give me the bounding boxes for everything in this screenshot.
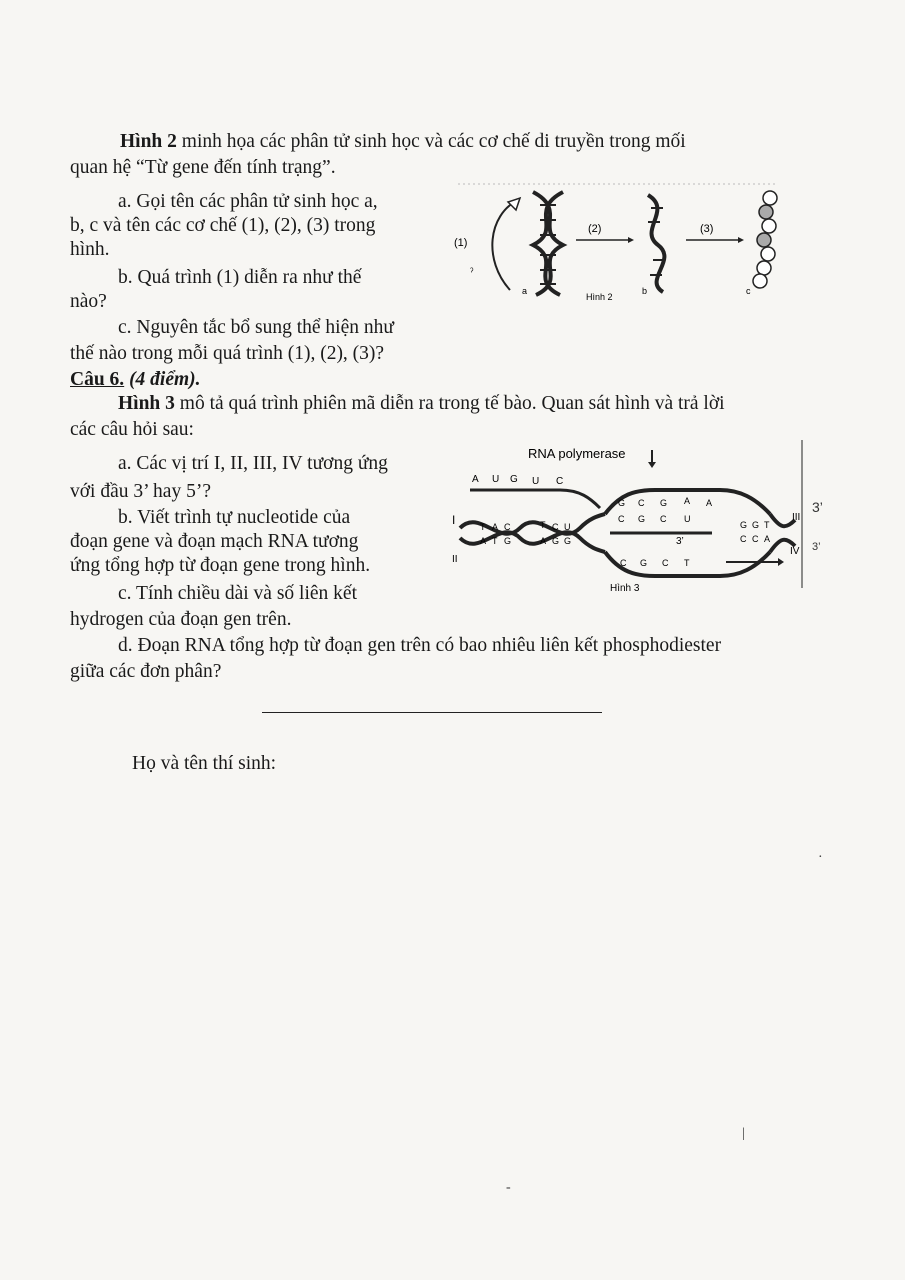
svg-text:G: G: [638, 514, 646, 524]
q6-b-line2: đoạn gene và đoạn mạch RNA tương: [70, 531, 359, 552]
svg-text:A: A: [706, 498, 713, 508]
svg-text:G: G: [660, 498, 668, 508]
fig3-pos-I: I: [452, 513, 456, 527]
svg-text:A: A: [492, 522, 499, 532]
fig3-pos-IV: IV: [790, 546, 800, 557]
q5-c-line1: c. Nguyên tắc bổ sung thể hiện như: [118, 317, 394, 338]
svg-text:A: A: [540, 536, 547, 546]
q6-points: (4 điểm).: [129, 369, 201, 390]
fig3-right-top-bases: [740, 520, 770, 530]
q5-intro-line2: quan hệ “Từ gene đến tính trạng”.: [70, 157, 336, 178]
svg-text:G: G: [640, 558, 648, 568]
fig2-label-2: (2): [588, 223, 602, 235]
fig2-protein-chain-c: [753, 191, 777, 288]
fig3-dna-left: [460, 514, 605, 552]
svg-text:T: T: [540, 520, 546, 530]
fig2-rna-strand-b: [648, 195, 665, 292]
fig2-arrow-head: [508, 198, 520, 210]
fig3-handwritten-note: 3’: [812, 499, 823, 515]
svg-text:A: A: [472, 474, 479, 485]
fig3-pos-III: III: [792, 512, 801, 523]
fig3-handwritten-note-2: 3’: [812, 541, 821, 553]
svg-text:C: C: [620, 558, 627, 568]
q5-a-line1: a. Gọi tên các phân tử sinh học a,: [118, 191, 378, 212]
q5-a-line2: b, c và tên các cơ chế (1), (2), (3) trong: [70, 215, 376, 236]
q5-figure-ref: Hình 2: [120, 131, 177, 152]
svg-text:G: G: [564, 536, 572, 546]
svg-text:G: G: [510, 474, 518, 485]
q5-c-line2: thế nào trong mỗi quá trình (1), (2), (3)?: [70, 343, 385, 364]
fig3-bubble-bottom-bases: [620, 558, 690, 568]
q5-b-line1: b. Quá trình (1) diễn ra như thế: [118, 267, 362, 288]
q6-intro-line2: các câu hỏi sau:: [70, 419, 194, 440]
fig3-pos-II: II: [452, 554, 458, 565]
fig2-label-1: (1): [454, 237, 468, 249]
svg-text:C: C: [660, 514, 667, 524]
q6-d-line1: d. Đoạn RNA tổng hợp từ đoạn gen trên có bao nhiêu liên kết phosphodiester: [118, 635, 722, 656]
svg-text:T: T: [764, 520, 770, 530]
q6-number: Câu 6.: [70, 369, 125, 390]
fig2-replication-arrow: [492, 200, 518, 290]
q6-c-line1: c. Tính chiều dài và số liên kết: [118, 583, 357, 604]
fig3-rna-strand: [470, 490, 600, 508]
figure-2-diagram: [448, 180, 788, 310]
q6-intro: [118, 392, 725, 416]
q5-a-line3: hình.: [70, 239, 110, 260]
svg-text:U: U: [684, 514, 691, 524]
q6-a-line1: a. Các vị trí I, II, III, IV tương ứng: [118, 453, 388, 474]
svg-text:C: C: [618, 514, 625, 524]
fig3-3prime-mark: 3’: [676, 536, 684, 547]
svg-text:T: T: [492, 536, 498, 546]
svg-text:G: G: [740, 520, 748, 530]
q6-b-line3: ứng tổng hợp từ đoạn gene trong hình.: [70, 555, 371, 576]
fig3-bubble-mid-bases: [618, 514, 691, 524]
svg-text:U: U: [492, 474, 500, 485]
svg-text:T: T: [480, 522, 486, 532]
svg-text:A: A: [684, 496, 691, 506]
q6-heading: [70, 368, 201, 392]
svg-text:C: C: [552, 522, 559, 532]
q6-b-line1: b. Viết trình tự nucleotide của: [118, 507, 351, 528]
separator-line: [262, 712, 602, 713]
q5-intro-text: minh họa các phân tử sinh học và các cơ chế di truyền trong mối: [176, 131, 686, 152]
fig3-enzyme-label: RNA polymerase: [528, 446, 626, 461]
q5-b-line2: nào?: [70, 291, 107, 312]
q5-intro: [120, 130, 686, 154]
svg-text:G: G: [752, 520, 760, 530]
svg-text:C: C: [662, 558, 669, 568]
svg-text:ˀ: ˀ: [470, 267, 474, 278]
svg-text:A: A: [480, 536, 487, 546]
q6-a-line2: với đầu 3’ hay 5’?: [70, 481, 211, 502]
svg-text:C: C: [504, 522, 511, 532]
fig2-caption: Hình 2: [586, 292, 613, 302]
fig2-label-3: (3): [700, 223, 714, 235]
candidate-name-label: Họ và tên thí sinh:: [132, 753, 277, 774]
svg-text:G: G: [504, 536, 512, 546]
svg-text:U: U: [564, 522, 571, 532]
svg-text:C: C: [556, 476, 564, 487]
fig2-label-b: b: [642, 286, 648, 296]
svg-text:C: C: [638, 498, 645, 508]
svg-text:G: G: [552, 536, 560, 546]
fig3-rna-bases: [472, 474, 563, 487]
fig3-right-bottom-bases: [740, 534, 770, 544]
svg-text:A: A: [764, 534, 771, 544]
svg-text:T: T: [684, 558, 690, 568]
fig2-label-c: c: [746, 286, 751, 296]
scan-speck: ·: [818, 850, 823, 865]
svg-text:C: C: [752, 534, 759, 544]
svg-text:C: C: [740, 534, 747, 544]
scan-speck: |: [742, 1126, 745, 1141]
fig2-dna-helix-a: [533, 192, 563, 295]
q6-c-line2: hydrogen của đoạn gen trên.: [70, 609, 292, 630]
figure-3-diagram: [440, 438, 860, 598]
q6-figure-ref: Hình 3: [118, 393, 175, 414]
fig3-caption: Hình 3: [610, 583, 640, 594]
fig2-label-a: a: [522, 286, 528, 296]
svg-text:G: G: [618, 498, 626, 508]
q6-d-line2: giữa các đơn phân?: [70, 661, 222, 682]
q6-intro-text: mô tả quá trình phiên mã diễn ra trong tế bào. Quan sát hình và trả lời: [174, 393, 725, 414]
scan-speck: -: [506, 1180, 511, 1195]
fig3-bubble-top-bases: [618, 496, 712, 508]
svg-text:U: U: [532, 476, 540, 487]
